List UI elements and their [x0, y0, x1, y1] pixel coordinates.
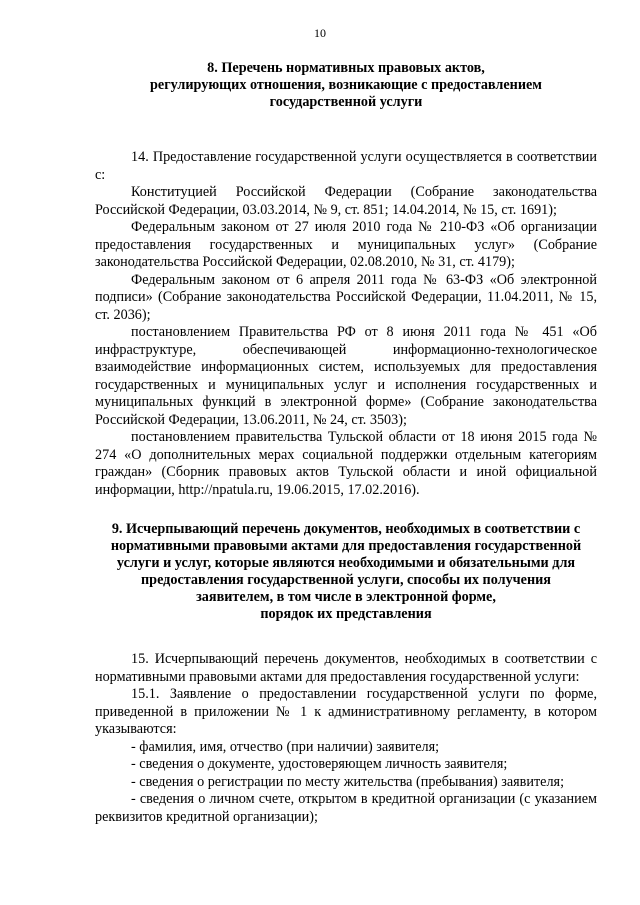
list-item: - сведения о документе, удостоверяющем личность заявителя; — [131, 756, 508, 772]
list-item: - сведения о личном счете, открытом в кредитной организации (с указанием реквизитов кредитной организации); — [95, 791, 597, 825]
heading-line: нормативными правовыми актами для предоставления государственной — [110, 538, 582, 554]
paragraph: 15.1. Заявление о предоставлении государственной услуги по форме, приведенной в приложении № 1 к административному регламенту, в котором указываются: — [95, 686, 597, 737]
heading-line: услуги и услуг, которые являются необходимыми и обязательными для — [116, 555, 576, 571]
paragraph: Конституцией Российской Федерации (Собрание законодательства Российской Федерации, 03.03.2014, № 9, ст. 851; 14.04.2014, № 15, ст. 1691); — [95, 184, 597, 218]
paragraph: постановлением Правительства РФ от 8 июня 2011 года № 451 «Об инфраструктуре, обеспечивающей информационно-технологическое взаимодействие информационных систем, используемых для предоставления государственных и муниципальных услуг и исполнения государственных и муниципальных функций в электронной форме» (Собрание законодательства Российской Федерации, 13.06.2011, № 24, ст. 3503); — [95, 324, 597, 428]
section-9-heading — [95, 521, 597, 623]
document-body — [95, 60, 597, 826]
list-item: - фамилия, имя, отчество (при наличии) заявителя; — [131, 738, 440, 755]
paragraph: 14. Предоставление государственной услуги осуществляется в соответствии с: — [95, 149, 597, 183]
page-number: 10 — [314, 26, 326, 40]
paragraph: Федеральным законом от 27 июля 2010 года № 210-ФЗ «Об организации предоставления государственных и муниципальных услуг» (Собрание законодательства Российской Федерации, 02.08.2010, № 31, ст. 4179); — [95, 219, 597, 270]
heading-line: предоставления государственной услуги, способы их получения — [141, 572, 551, 588]
list-item: - сведения о регистрации по месту жительства (пребывания) заявителя; — [131, 773, 565, 790]
heading-line: порядок их представления — [260, 606, 432, 622]
heading-line: регулирующих отношения, возникающие с предоставлением — [150, 77, 542, 93]
heading-line: заявителем, в том числе в электронной форме, — [196, 589, 496, 605]
paragraph: постановлением правительства Тульской области от 18 июня 2015 года № 274 «О дополнительных мерах социальной поддержки отдельным категориям граждан» (Сборник правовых актов Тульской области и иной официальной информации, http://npatula.ru, 19.06.2015, 17.02.2016). — [95, 429, 597, 498]
paragraph: 15. Исчерпывающий перечень документов, необходимых в соответствии с нормативными правовыми актами для предоставления государственной услуги: — [95, 651, 597, 685]
heading-line: 8. Перечень нормативных правовых актов, — [207, 60, 485, 76]
section-8-heading — [95, 60, 597, 111]
heading-line: государственной услуги — [269, 94, 423, 110]
paragraph: Федеральным законом от 6 апреля 2011 года № 63-ФЗ «Об электронной подписи» (Собрание законодательства Российской Федерации, 11.04.2011, № 15, ст. 2036); — [95, 271, 597, 323]
heading-line: 9. Исчерпывающий перечень документов, необходимых в соответствии с — [111, 521, 581, 537]
